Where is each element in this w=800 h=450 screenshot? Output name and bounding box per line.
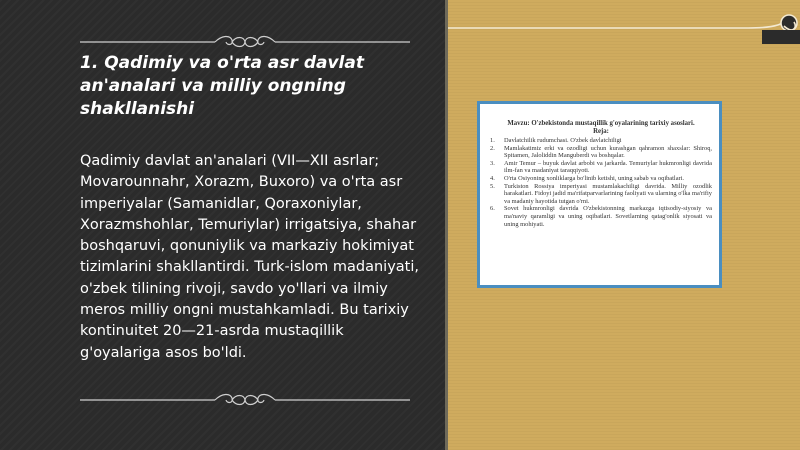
document-list-item: 5. Turkiston Rossiya imperiyasi mustamlakachiligi davrida. Milliy ozodlik harakatlari. Fidoyi jadid ma'rifatparvarlarining faoliyati va ularning o'lka ma'rifiy va madaniy hayotida tutgan o'rni. (490, 182, 712, 205)
document-subheading: Reja: (593, 128, 609, 135)
document-list-item: 4. O'rta Osiyoning xonliklarga bo'linib ketishi, uning sabab va oqibatlari. (490, 174, 685, 182)
document-list-item: 1. Davlatchilik rudumchasi. O'zbek davlatchiligi (490, 137, 622, 144)
document-image (477, 101, 722, 288)
document-list-item: 2. Mamlakatimiz erki va ozodligi uchun kurashgan qahramon shaxslar: Shiroq, Spitamen, Jaloliddin Manguberdi va boshqalar. (490, 144, 712, 160)
slide-title: 1. Qadimiy va o'rta asr davlat an'analari va milliy ongning shakllanishi (80, 53, 364, 119)
slide-body-text: Qadimiy davlat an'analari (VII—XII asrlar; Movarounnahr, Xorazm, Buxoro) va o'rta asr imperiyalar (Samanidlar, Qoraxoniylar, Xorazmshohlar, Temuriylar) irrigatsiya, shahar boshqaruvi, qonuniylik va markaziy hokimiyat tizimlarini shakllantirdi. Turk-islom madaniyati, o'zbek tilining rivoji, savdo yo'llari va ilmiy meros milliy ongni mustahkamladi. Bu tarixiy kontinuitet 20—21-asrda mustaqillik g'oyalariga asos bo'ldi. (80, 153, 420, 361)
document-plan-list (490, 137, 712, 228)
ornament-divider-top (80, 34, 410, 50)
ribbon-ornament (448, 14, 800, 44)
document-list-item: 6. Sovet hukmronligi davrida O'zbekistonning markazga iqtisodiy-siyosiy va ma'naviy qaramligi va uning oqibatlari. Sovetlarning qatag'onlik siyosati va uning mohiyati. (490, 205, 712, 228)
document-heading: Mavzu: O'zbekistonda mustaqillik g'oyalarining tarixiy asoslari. (507, 120, 695, 127)
document-list-item: 3. Amir Temur – buyuk davlat arbobi va jarkarda. Temuriylar hukmronligi davrida ilm-fan va madaniyat taraqqiyoti. (490, 159, 712, 175)
ornament-divider-bottom (80, 392, 410, 408)
